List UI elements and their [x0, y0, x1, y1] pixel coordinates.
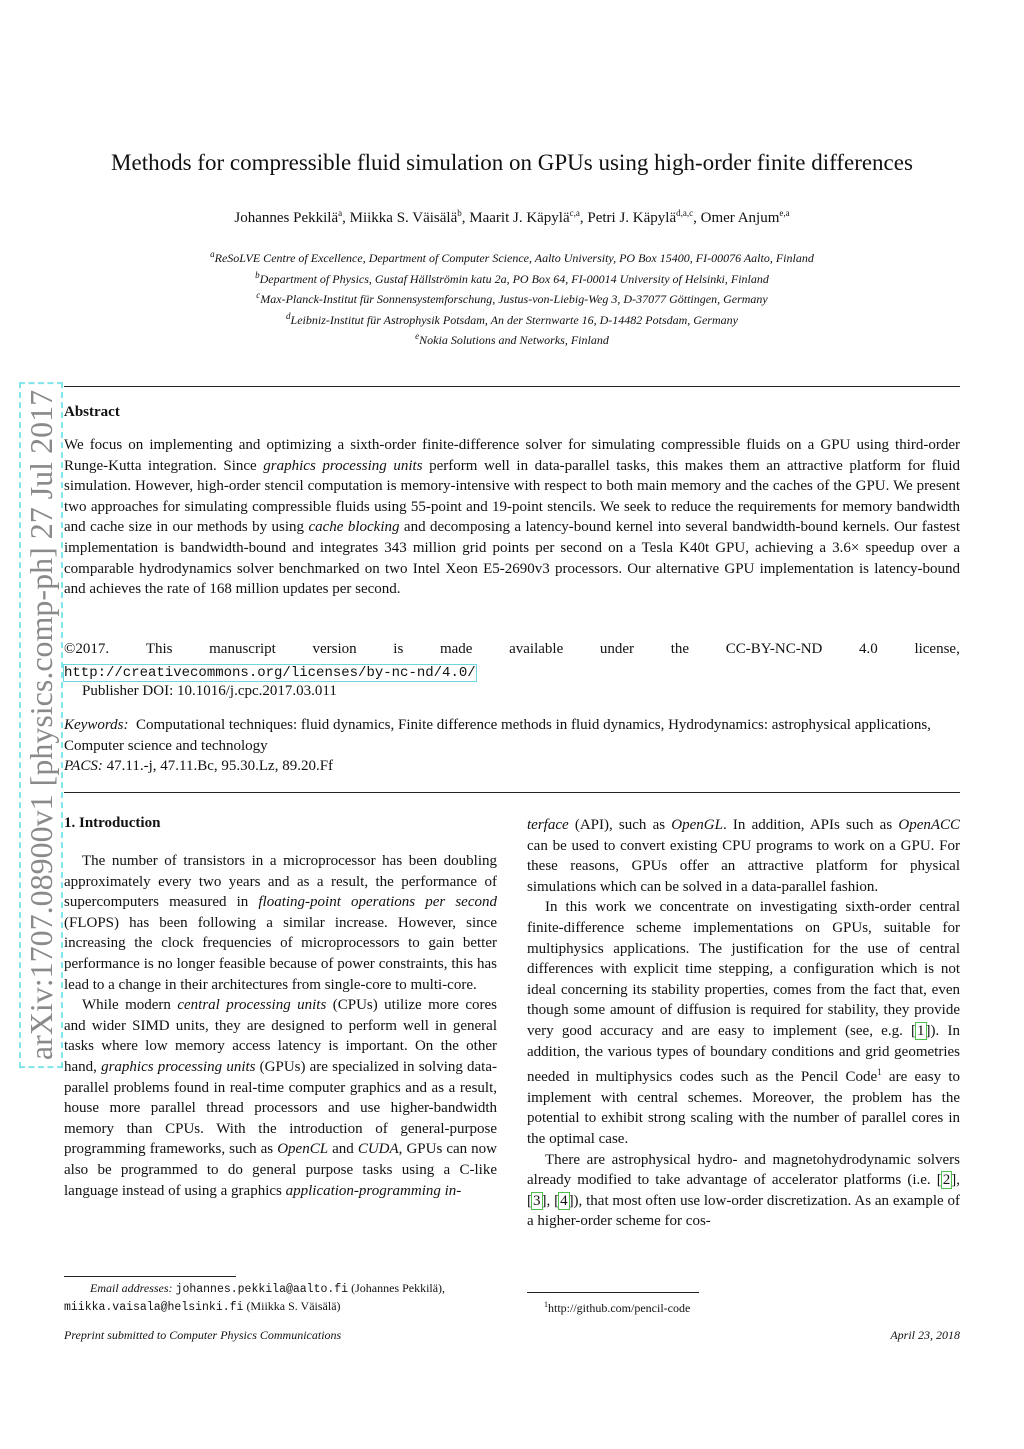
citation-link[interactable]: 4: [560, 1192, 568, 1209]
license-url-line: [64, 663, 476, 681]
footer-date: April 23, 2018: [890, 1328, 960, 1342]
right-column: [527, 815, 960, 1232]
top-rule: [64, 386, 960, 387]
footnote-rule: [64, 1276, 236, 1277]
keywords: Keywords: Computational techniques: fluid dynamics, Finite difference methods in fluid dynamics, Hydrodynamics: astrophysical applications, Computer science and technology PACS: 47.11.-j, 47.11.Bc, 95.30.Lz, 89.20.Ff: [64, 717, 931, 775]
paragraph: There are astrophysical hydro- and magnetohydrodynamic solvers already modified to take advantage of accelerator platforms (i.e. [2], [3], [4]), that most often use low-order discretization. As an example of a higher-order scheme for cos-: [527, 1151, 960, 1230]
author: Petri J. Käpylä: [587, 210, 677, 226]
citation-link[interactable]: 1: [917, 1022, 925, 1039]
email-link[interactable]: miikka.vaisala@helsinki.fi: [64, 1301, 244, 1314]
citation-link[interactable]: 3: [533, 1192, 541, 1209]
affiliation: $^d$Leibniz-Institut für Astrophysik Potsdam, An der Sternwarte 16, D-14482 Potsdam, Germany: [286, 310, 738, 327]
author: Johannes Pekkilä: [234, 210, 339, 226]
abstract-body: We focus on implementing and optimizing a sixth-order finite-difference solver for simulating compressible fluids on a GPU using third-order Runge-Kutta integration. Since graphics processing units perform well in data-parallel tasks, this makes them an attractive platform for fluid simulation. However, high-order stencil computation is memory-intensive with respect to both main memory and the caches of the GPU. We present two approaches for simulating compressible fluids using 55-point and 19-point stencils. We seek to reduce the requirements for memory bandwidth and cache size in our methods by using cache blocking and decomposing a latency-bound kernel into several bandwidth-bound kernels. Our fastest implementation is bandwidth-bound and integrates 343 million grid points per second on a Tesla K40t GPU, achieving a 3.6× speedup over a comparable hydrodynamics solver benchmarked on two Intel Xeon E5-2690v3 processors. Our alternative GPU implementation is latency-bound and achieves the rate of 168 million updates per second.: [64, 437, 961, 598]
paragraph: While modern central processing units (CPUs) utilize more cores and wider SIMD units, they are designed to perform well in general tasks where low memory access latency is important. On the other hand, graphics processing units (GPUs) are specialized in solving data-parallel problems found in real-time computer graphics and as a result, house more parallel thread processors and use higher-bandwidth memory than CPUs. With the introduction of general-purpose programming frameworks, such as OpenCL and CUDA, GPUs can now also be programmed to do general purpose tasks using a C-like language instead of using a graphics application-programming in-: [64, 997, 498, 1199]
license-link[interactable]: http://creativecommons.org/licenses/by-nc-nd/4.0/: [64, 665, 476, 681]
affiliation: $^b$Department of Physics, Gustaf Hällströmin katu 2a, PO Box 64, FI-00014 University of Helsinki, Finland: [255, 269, 769, 286]
paper-title: Methods for compressible fluid simulation on GPUs using high-order finite differences: [111, 150, 913, 175]
footnote-link[interactable]: http://github.com/pencil-code: [548, 1301, 691, 1315]
section-heading: 1. Introduction: [64, 815, 161, 831]
paragraph: terface (API), such as OpenGL. In addition, APIs such as OpenACC can be used to convert existing CPU programs to work on a GPU. For these reasons, GPUs offer an attractive platform for physical simulations which can be solved in a data-parallel fashion.: [527, 817, 961, 895]
author: Omer Anjum: [700, 210, 780, 226]
affiliations: [0, 246, 1024, 349]
author: Miikka S. Väisälä: [349, 210, 458, 226]
footer-journal: Preprint submitted to Computer Physics Communications: [64, 1328, 342, 1342]
email-link[interactable]: johannes.pekkila@aalto.fi: [175, 1283, 349, 1296]
affiliation: $^e$Nokia Solutions and Networks, Finland: [415, 331, 609, 347]
affiliation: $^a$ReSoLVE Centre of Excellence, Department of Computer Science, Aalto University, PO Box 15400, FI-00076 Aalto, Finland: [210, 249, 814, 265]
paragraph: In this work we concentrate on investigating sixth-order central finite-difference scheme implementations on GPUs, suitable for multiphysics applications. The justification for the use of central differences with explicit time stepping, a configuration which is not ideal concerning its stability properties, comes from the fact that, even though some amount of diffusion is required for stability, they provide very good accuracy and are easy to implement (see, e.g. [1]). In addition, the various types of boundary conditions and grid geometries needed in multiphysics codes such as the Pencil Code$^1$ are easy to implement with central schemes. Moreover, the problem has the potential to exhibit strong scaling with the number of parallel cores in the optimal case.: [527, 899, 960, 1147]
license-line: ©2017. This manuscript version is made available under the CC-BY-NC-ND 4.0 license,: [64, 641, 960, 657]
abstract-heading: Abstract: [64, 404, 120, 420]
author: Maarit J. Käpylä: [469, 210, 570, 226]
mid-rule: [64, 792, 960, 793]
email-footnote: Email addresses: johannes.pekkila@aalto.fi (Johannes Pekkilä), miikka.vaisala@helsinki.fi (Miikka S. Väisälä): [64, 1281, 446, 1314]
author-list: Johannes Pekkilä$^a$, Miikka S. Väisälä$^b$, Maarit J. Käpylä$^{c,a}$, Petri J. Käpylä$^{d,a,c}$, Omer Anjum$^{e,a}$: [234, 208, 790, 226]
citation-link[interactable]: 2: [942, 1172, 951, 1189]
arxiv-stamp[interactable]: arXiv:1707.08900v1 [physics.comp-ph] 27 Jul 2017: [19, 382, 63, 1068]
footnote-rule: [527, 1292, 699, 1293]
publisher-doi: Publisher DOI: 10.1016/j.cpc.2017.03.011: [82, 683, 337, 699]
paragraph: The number of transistors in a microprocessor has been doubling approximately every two years and as a result, the performance of supercomputers measured in floating-point operations per second (FLOPS) has been following a similar increase. However, since increasing the clock frequencies of microprocessors to gain better performance is no longer feasible because of power constraints, this has lead to a change in their architectures from single-core to multi-core.: [64, 853, 497, 993]
footnote-mark[interactable]: 1: [877, 1067, 882, 1078]
pencil-code-footnote: $^1$http://github.com/pencil-code: [544, 1300, 691, 1315]
left-column: [64, 851, 497, 1201]
affiliation: $^c$Max-Planck-Institut für Sonnensystemforschung, Justus-von-Liebig-Weg 3, D-37077 Göttingen, Germany: [256, 290, 768, 306]
